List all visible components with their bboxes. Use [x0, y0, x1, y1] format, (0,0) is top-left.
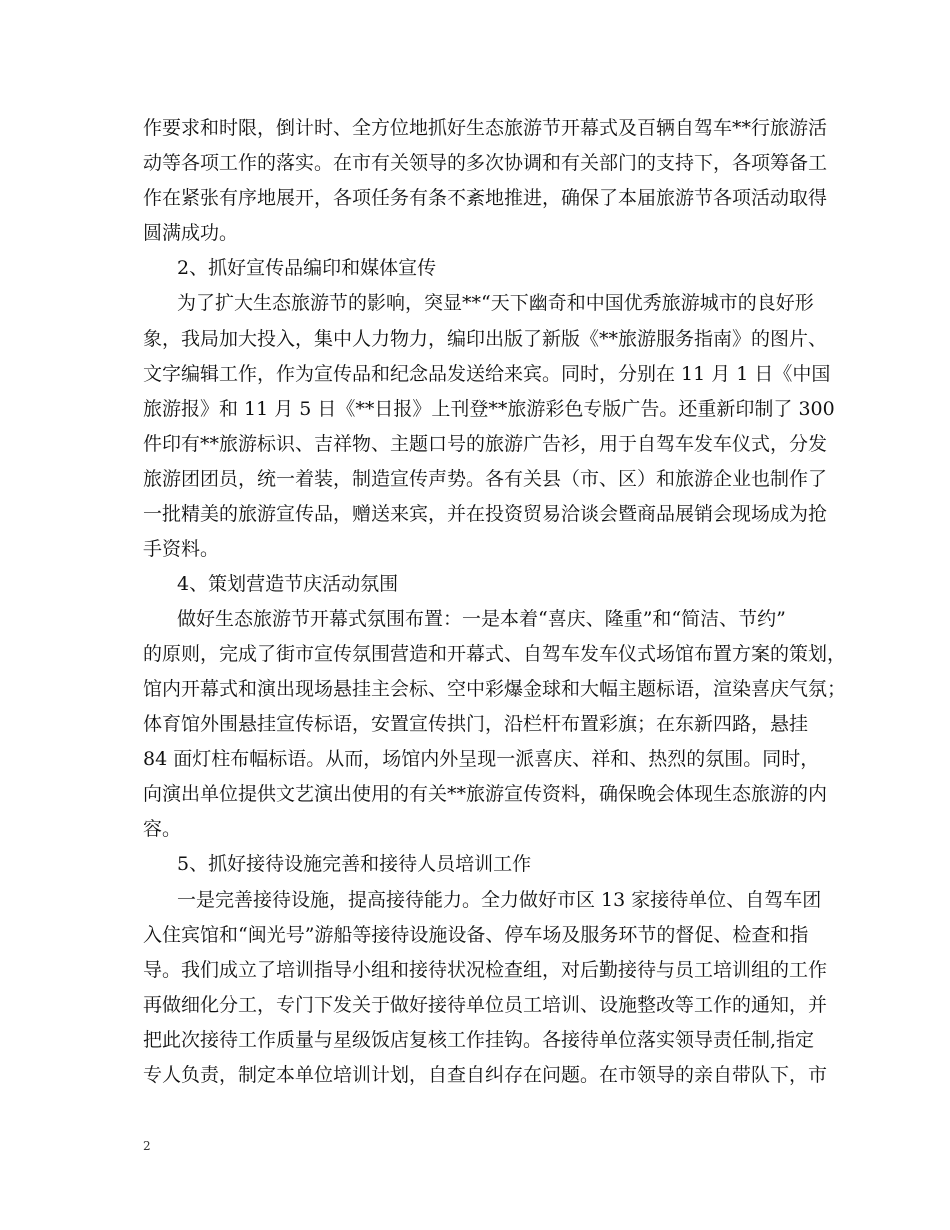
text-line: 再做细化分工，专门下发关于做好接待单位员工培训、设施整改等工作的通知，并: [143, 994, 828, 1016]
text-line: 文字编辑工作，作为宣传品和纪念品发送给来宾。同时，分别在 11 月 1 日《中国: [143, 363, 831, 385]
section-heading: 2、抓好宣传品编印和媒体宣传: [177, 257, 437, 279]
text-line: 导。我们成立了培训指导小组和接待状况检查组，对后勤接待与员工培训组的工作: [143, 959, 828, 981]
text-line: 馆内开幕式和演出现场悬挂主会标、空中彩爆金球和大幅主题标语，渲染喜庆气氛；: [143, 678, 847, 700]
text-line: 作要求和时限，倒计时、全方位地抓好生态旅游节开幕式及百辆自驾车**行旅游活: [143, 117, 828, 139]
text-line: 入住宾馆和“闽光号”游船等接待设施设备、停车场及服务环节的督促、检查和指: [143, 924, 809, 946]
text-line: 84 面灯柱布幅标语。从而，场馆内外呈现一派喜庆、祥和、热烈的氛围。同时，: [143, 748, 820, 770]
text-line: 作在紧张有序地展开，各项任务有条不紊地推进，确保了本届旅游节各项活动取得: [143, 187, 828, 209]
text-line: 一是完善接待设施，提高接待能力。全力做好市区 13 家接待单位、自驾车团: [177, 889, 822, 911]
text-line: 把此次接待工作质量与星级饭店复核工作挂钩。各接待单位落实领导责任制,指定: [143, 1029, 815, 1051]
section-heading: 4、策划营造节庆活动氛围: [177, 573, 399, 595]
section-heading: 5、抓好接待设施完善和接待人员培训工作: [177, 853, 532, 875]
text-line: 体育馆外围悬挂宣传标语，安置宣传拱门，沿栏杆布置彩旗；在东新四路，悬挂: [143, 713, 809, 735]
text-line: 手资料。: [143, 538, 220, 560]
text-line: 旅游团团员，统一着装，制造宣传声势。各有关县（市、区）和旅游企业也制作了: [143, 468, 828, 490]
page-number: 2: [143, 1139, 151, 1153]
text-line: 圆满成功。: [143, 222, 239, 244]
text-line: 为了扩大生态旅游节的影响，突显**“天下幽奇和中国优秀旅游城市的良好形: [177, 292, 814, 314]
text-line: 专人负责，制定本单位培训计划，自查自纠存在问题。在市领导的亲自带队下，市: [143, 1064, 828, 1086]
text-line: 旅游报》和 11 月 5 日《**日报》上刊登**旅游彩色专版广告。还重新印制了 300: [143, 398, 835, 420]
text-line: 向演出单位提供文艺演出使用的有关**旅游宣传资料，确保晚会体现生态旅游的内: [143, 783, 828, 805]
text-line: 做好生态旅游节开幕式氛围布置：一是本着“喜庆、隆重”和“简洁、节约”: [177, 608, 786, 630]
text-line: 动等各项工作的落实。在市有关领导的多次协调和有关部门的支持下，各项筹备工: [143, 152, 828, 174]
text-line: 象，我局加大投入，集中人力物力，编印出版了新版《**旅游服务指南》的图片、: [143, 328, 828, 350]
text-line: 容。: [143, 818, 182, 840]
text-line: 的原则，完成了街市宣传氛围营造和开幕式、自驾车发车仪式场馆布置方案的策划，: [143, 643, 847, 665]
text-line: 一批精美的旅游宣传品，赠送来宾，并在投资贸易洽谈会暨商品展销会现场成为抢: [143, 503, 828, 525]
text-line: 件印有**旅游标识、吉祥物、主题口号的旅游广告衫，用于自驾车发车仪式，分发: [143, 433, 828, 455]
